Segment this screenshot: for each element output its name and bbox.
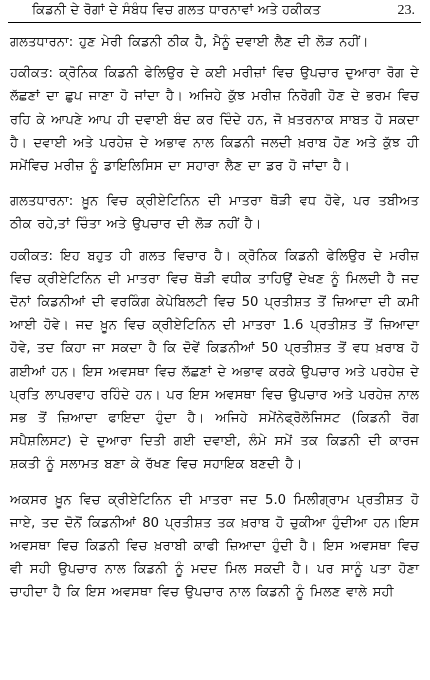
page-number: 23. <box>397 3 415 18</box>
running-title: ਕਿਡਨੀ ਦੇ ਰੋਗਾਂ ਦੇ ਸੰਬੰਧ ਵਿਚ ਗਲਤ ਧਾਰਨਾਵਾਂ ਅਤੇ ਹਕੀਕਤ <box>32 3 321 18</box>
fact-paragraph: ਹਕੀਕਤ: ਇਹ ਬਹੁਤ ਹੀ ਗਲਤ ਵਿਚਾਰ ਹੈ। ਕ੍ਰੋਨਿਕ ਕਿਡਨੀ ਫੇਲਿਉਰ ਦੇ ਮਰੀਜ਼ ਵਿਚ ਕ੍ਰੀਏਟਿਨਿਨ ਦੀ ਮਾਤਰਾ ਵਿਚ ਥੋੜੀ ਵਧੀਕ ਤਾਹਿਉਂ ਦੇਖਣ ਨੂੰ ਮਿਲਦੀ ਹੈ ਜਦ ਦੋਨਾਂ ਕਿਡਨੀਆਂ ਦੀ ਵਰਕਿੰਗ ਕੇਪੇਬਿਲਟੀ ਵਿਚ 50 ਪ੍ਰਤੀਸ਼ਤ ਤੋਂ ਜ਼ਿਆਦਾ ਦੀ ਕਮੀ ਆਈ ਹੋਵੇ। ਜਦ ਖ਼ੂਨ ਵਿਚ ਕ੍ਰੀਏਟਿਨਿਨ ਦੀ ਮਾਤਰਾ 1.6 ਪ੍ਰਤੀਸ਼ਤ ਤੋਂ ਜ਼ਿਆਦਾ ਹੋਵੇ, ਤਦ ਕਿਹਾ ਜਾ ਸਕਦਾ ਹੈ ਕਿ ਦੋਵੇਂ ਕਿਡਨੀਆਂ 50 ਪ੍ਰਤੀਸ਼ਤ ਤੋਂ ਵਧ ਖ਼ਰਾਬ ਹੋ ਗਈਆਂ ਹਨ। ਇਸ ਅਵਸਥਾ ਵਿਚ ਲੱਛਣਾਂ ਦੇ ਅਭਾਵ ਕਰਕੇ ਉਪਚਾਰ ਅਤੇ ਪਰਹੇਜ਼ ਦੇ ਪ੍ਰਤਿ ਲਾਪਰਵਾਹ ਰਹਿੰਦੇ ਹਨ। ਪਰ ਇਸ ਅਵਸਥਾ ਵਿਚ ਉਪਚਾਰ ਅਤੇ ਪਰਹੇਜ਼ ਨਾਲ ਸਭ ਤੋਂ ਜ਼ਿਆਦਾ ਫਾਇਦਾ ਹੁੰਦਾ ਹੈ। ਅਜਿਹੇ ਸਮੇਂਨੇਫ੍ਰੋਲੋਜਿਸਟ (ਕਿਡਨੀ ਰੋਗ ਸਪੈਸ਼ਲਿਸਟ) ਦੇ ਦੁਆਰਾ ਦਿਤੀ ਗਈ ਦਵਾਈ, ਲੰਮੇ ਸਮੇਂ ਤਕ ਕਿਡਨੀ ਦੀ ਕਾਰਜ ਸ਼ਕਤੀ ਨੂੰ ਸਲਾਮਤ ਬਣਾ ਕੇ ਰੱਖਣ ਵਿਚ ਸਹਾਇਕ ਬਣਦੀ ਹੈ। <box>10 248 419 473</box>
misconception-paragraph: ਗਲਤਧਾਰਨਾ: ਖ਼ੂਨ ਵਿਚ ਕ੍ਰੀਏਟਿਨਿਨ ਦੀ ਮਾਤਰਾ ਥੋੜੀ ਵਧ ਹੋਵੇ, ਪਰ ਤਬੀਅਤ ਠੀਕ ਰਹੇ,ਤਾਂ ਚਿੰਤਾ ਅਤੇ ਉਪਚਾਰ ਦੀ ਲੋੜ ਨਹੀਂ ਹੈ। <box>10 194 419 233</box>
misconception-paragraph: ਗਲਤਧਾਰਨਾ: ਹੁਣ ਮੇਰੀ ਕਿਡਨੀ ਠੀਕ ਹੈ, ਮੈਨੂੰ ਦਵਾਈ ਲੈਣ ਦੀ ਲੋੜ ਨਹੀਂ। <box>10 35 369 50</box>
fact-paragraph: ਹਕੀਕਤ: ਕ੍ਰੋਨਿਕ ਕਿਡਨੀ ਫੇਲਿਉਰ ਦੇ ਕਈ ਮਰੀਜ਼ਾਂ ਵਿਚ ਉਪਚਾਰ ਦੁਆਰਾ ਰੋਗ ਦੇ ਲੱਛਣਾਂ ਦਾ ਛੁਪ ਜਾਣਾ ਹੋ ਜਾਂਦਾ ਹੈ। ਅਜਿਹੇ ਕੁੱਝ ਮਰੀਜ਼ ਨਿਰੋਗੀ ਹੋਣ ਦੇ ਭਰਮ ਵਿਚ ਰਹਿ ਕੇ ਆਪਣੇ ਆਪ ਹੀ ਦਵਾਈ ਬੰਦ ਕਰ ਦਿੰਦੇ ਹਨ, ਜੋ ਖ਼ਤਰਨਾਕ ਸਾਬਤ ਹੋ ਸਕਦਾ ਹੈ। ਦਵਾਈ ਅਤੇ ਪਰਹੇਜ਼ ਦੇ ਅਭਾਵ ਨਾਲ ਕਿਡਨੀ ਜਲਦੀ ਖ਼ਰਾਬ ਹੋਣ ਅਤੇ ਕੁੱਝ ਹੀ ਸਮੇਂਵਿਚ ਮਰੀਜ਼ ਨੂੰ ਡਾਇਲਿਸਿਸ ਦਾ ਸਹਾਰਾ ਲੈਣ ਦਾ ਡਰ ਹੋ ਜਾਂਦਾ ਹੈ। <box>10 66 419 175</box>
running-header <box>8 0 421 23</box>
body-paragraph: ਅਕਸਰ ਖ਼ੂਨ ਵਿਚ ਕ੍ਰੀਏਟਿਨਿਨ ਦੀ ਮਾਤਰਾ ਜਦ 5.0 ਮਿਲੀਗ੍ਰਾਮ ਪ੍ਰਤੀਸ਼ਤ ਹੋ ਜਾਏ, ਤਦ ਦੋਨੋਂ ਕਿਡਨੀਆਂ 80 ਪ੍ਰਤੀਸ਼ਤ ਤਕ ਖ਼ਰਾਬ ਹੋ ਚੁਕੀਆ ਹੁੰਦੀਆ ਹਨ।ਇਸ ਅਵਸਥਾ ਵਿਚ ਕਿਡਨੀ ਵਿਚ ਖ਼ਰਾਬੀ ਕਾਫੀ ਜ਼ਿਆਦਾ ਹੁੰਦੀ ਹੈ। ਇਸ ਅਵਸਥਾ ਵਿਚ ਵੀ ਸਹੀ ਉਪਚਾਰ ਨਾਲ ਕਿਡਨੀ ਨੂੰ ਮਦਦ ਮਿਲ ਸਕਦੀ ਹੈ। ਪਰ ਸਾਨੂੰ ਪਤਾ ਹੋਣਾ ਚਾਹੀਦਾ ਹੈ ਕਿ ਇਸ ਅਵਸਥਾ ਵਿਚ ਉਪਚਾਰ ਨਾਲ ਕਿਡਨੀ ਨੂੰ ਮਿਲਣ ਵਾਲੇ ਸਹੀ <box>10 492 419 601</box>
